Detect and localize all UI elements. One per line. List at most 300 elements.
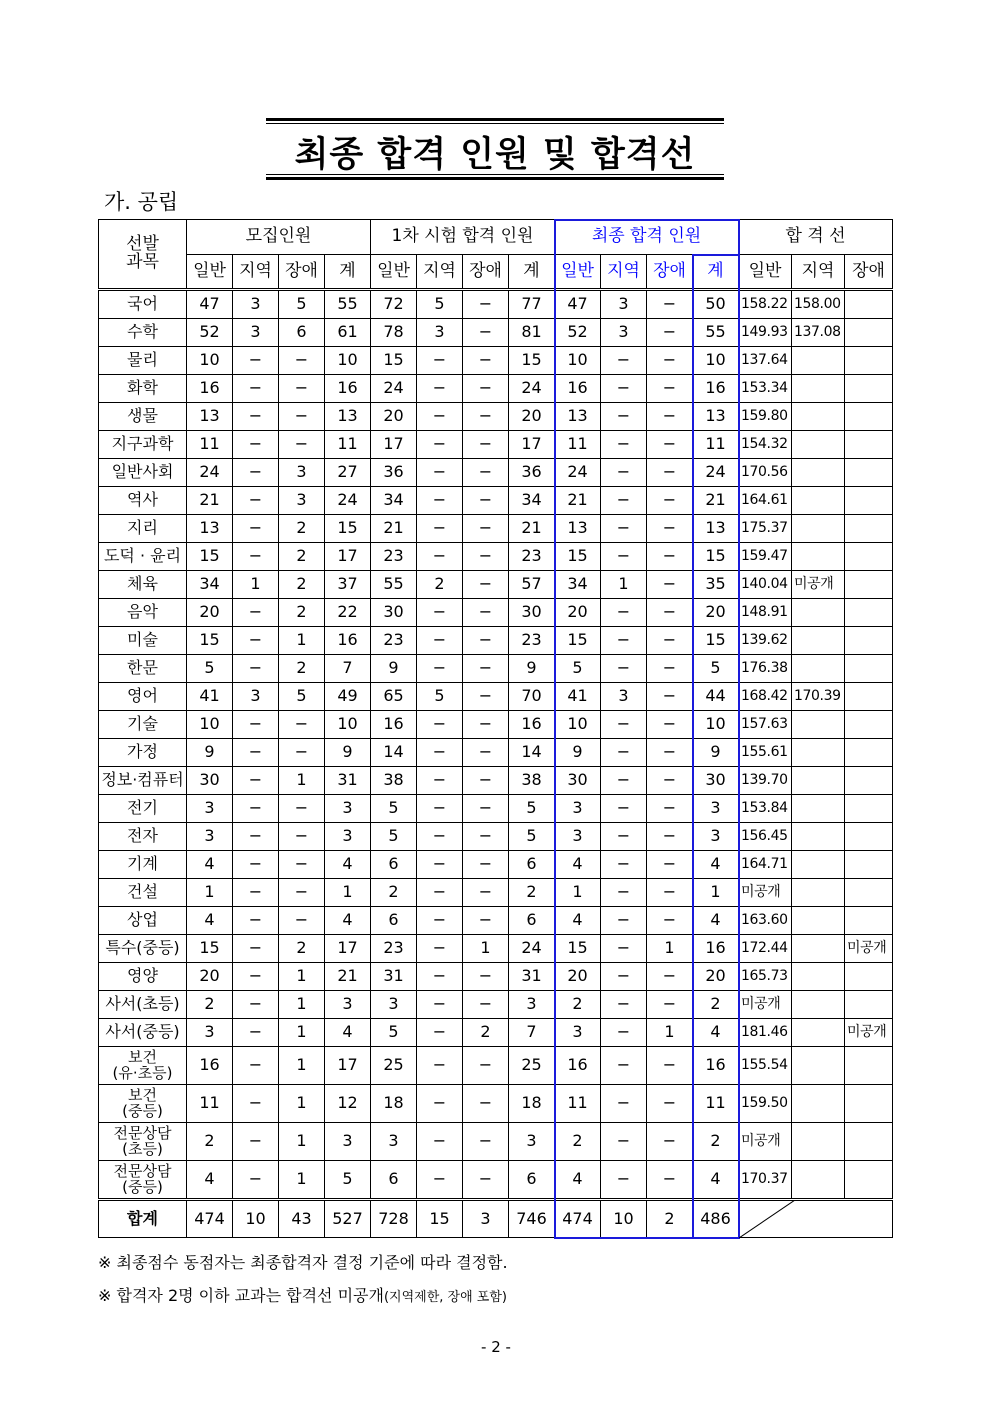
final-cell: − bbox=[601, 431, 647, 459]
subheader-recruit-3: 계 bbox=[325, 255, 371, 290]
final-cell: − bbox=[647, 1085, 693, 1123]
recruit-cell: 15 bbox=[187, 543, 233, 571]
first-cell: 21 bbox=[371, 515, 417, 543]
first-cell: 2 bbox=[509, 879, 555, 907]
cutoff-cell bbox=[845, 431, 893, 459]
cutoff-cell: 미공개 bbox=[845, 1019, 893, 1047]
recruit-cell: − bbox=[233, 403, 279, 431]
recruit-cell: 4 bbox=[187, 1161, 233, 1200]
cutoff-cell bbox=[792, 487, 845, 515]
cutoff-cell bbox=[845, 907, 893, 935]
first-cell: − bbox=[463, 879, 509, 907]
final-cell: 9 bbox=[693, 739, 739, 767]
first-cell: 3 bbox=[371, 991, 417, 1019]
subheader-cutoff-2: 장애 bbox=[845, 255, 893, 290]
cutoff-cell bbox=[792, 823, 845, 851]
subject-cell: 미술 bbox=[99, 627, 187, 655]
first-cell: − bbox=[463, 907, 509, 935]
header-cutoff: 합 격 선 bbox=[739, 220, 893, 255]
recruit-cell: − bbox=[233, 459, 279, 487]
first-cell: 23 bbox=[509, 543, 555, 571]
first-cell: − bbox=[417, 487, 463, 515]
final-cell: 10 bbox=[555, 711, 601, 739]
table-row bbox=[99, 319, 893, 347]
first-cell: 5 bbox=[417, 290, 463, 319]
cutoff-cell bbox=[845, 319, 893, 347]
first-cell: 18 bbox=[509, 1085, 555, 1123]
table-row bbox=[99, 795, 893, 823]
table-row bbox=[99, 935, 893, 963]
recruit-cell: 4 bbox=[187, 851, 233, 879]
final-cell: − bbox=[601, 459, 647, 487]
subheader-first-1: 지역 bbox=[417, 255, 463, 290]
first-cell: 23 bbox=[371, 543, 417, 571]
recruit-cell: 2 bbox=[279, 655, 325, 683]
first-cell: 6 bbox=[509, 907, 555, 935]
recruit-cell: 10 bbox=[187, 347, 233, 375]
final-cell: 4 bbox=[555, 907, 601, 935]
cutoff-cell bbox=[845, 1047, 893, 1085]
cutoff-cell: 137.08 bbox=[792, 319, 845, 347]
total-first-cell: 15 bbox=[417, 1200, 463, 1238]
first-cell: 18 bbox=[371, 1085, 417, 1123]
final-cell: 15 bbox=[555, 627, 601, 655]
recruit-cell: 17 bbox=[325, 543, 371, 571]
cutoff-cell bbox=[845, 795, 893, 823]
recruit-cell: − bbox=[279, 347, 325, 375]
final-cell: 13 bbox=[555, 403, 601, 431]
header-first-pass: 1차 시험 합격 인원 bbox=[371, 220, 555, 255]
recruit-cell: 4 bbox=[187, 907, 233, 935]
final-cell: − bbox=[601, 655, 647, 683]
recruit-cell: 1 bbox=[279, 1019, 325, 1047]
first-cell: − bbox=[417, 403, 463, 431]
recruit-cell: 15 bbox=[187, 627, 233, 655]
first-cell: 3 bbox=[509, 991, 555, 1019]
final-cell: − bbox=[601, 991, 647, 1019]
table-row bbox=[99, 599, 893, 627]
cutoff-cell bbox=[845, 347, 893, 375]
cutoff-cell: 139.62 bbox=[739, 627, 792, 655]
first-cell: 24 bbox=[509, 375, 555, 403]
final-cell: 3 bbox=[693, 795, 739, 823]
table-row bbox=[99, 543, 893, 571]
total-recruit-cell: 10 bbox=[233, 1200, 279, 1238]
first-cell: 7 bbox=[509, 1019, 555, 1047]
final-cell: 15 bbox=[555, 935, 601, 963]
recruit-cell: 55 bbox=[325, 290, 371, 319]
total-recruit-cell: 527 bbox=[325, 1200, 371, 1238]
first-cell: − bbox=[417, 795, 463, 823]
recruit-cell: 1 bbox=[279, 1085, 325, 1123]
subject-cell: 생물 bbox=[99, 403, 187, 431]
subject-cell: 보건 (유·초등) bbox=[99, 1047, 187, 1085]
note-2-small: (지역제한, 장애 포함) bbox=[383, 1290, 507, 1305]
final-cell: − bbox=[647, 963, 693, 991]
final-cell: 2 bbox=[555, 991, 601, 1019]
recruit-cell: − bbox=[233, 599, 279, 627]
final-cell: − bbox=[601, 963, 647, 991]
first-cell: 5 bbox=[371, 795, 417, 823]
final-cell: − bbox=[647, 1123, 693, 1161]
first-cell: − bbox=[463, 459, 509, 487]
first-cell: − bbox=[463, 431, 509, 459]
first-cell: 70 bbox=[509, 683, 555, 711]
final-cell: 10 bbox=[693, 347, 739, 375]
first-cell: 17 bbox=[509, 431, 555, 459]
final-cell: − bbox=[601, 767, 647, 795]
final-cell: − bbox=[647, 319, 693, 347]
final-cell: − bbox=[601, 907, 647, 935]
final-cell: − bbox=[601, 711, 647, 739]
first-cell: 23 bbox=[509, 627, 555, 655]
first-cell: 24 bbox=[509, 935, 555, 963]
first-cell: 3 bbox=[509, 1123, 555, 1161]
recruit-cell: 3 bbox=[187, 1019, 233, 1047]
final-cell: − bbox=[601, 851, 647, 879]
final-cell: 13 bbox=[555, 515, 601, 543]
recruit-cell: − bbox=[233, 347, 279, 375]
table-row bbox=[99, 627, 893, 655]
recruit-cell: 3 bbox=[233, 290, 279, 319]
table-row bbox=[99, 1085, 893, 1123]
first-cell: − bbox=[417, 823, 463, 851]
first-cell: − bbox=[463, 375, 509, 403]
first-cell: 31 bbox=[509, 963, 555, 991]
recruit-cell: 20 bbox=[187, 599, 233, 627]
cutoff-cell bbox=[792, 347, 845, 375]
final-cell: 35 bbox=[693, 571, 739, 599]
cutoff-cell: 153.84 bbox=[739, 795, 792, 823]
recruit-cell: 10 bbox=[325, 347, 371, 375]
first-cell: − bbox=[463, 319, 509, 347]
cutoff-cell bbox=[845, 571, 893, 599]
first-cell: − bbox=[417, 739, 463, 767]
first-cell: 5 bbox=[509, 795, 555, 823]
subject-cell: 사서(초등) bbox=[99, 991, 187, 1019]
first-cell: − bbox=[463, 963, 509, 991]
recruit-cell: − bbox=[279, 375, 325, 403]
cutoff-cell: 181.46 bbox=[739, 1019, 792, 1047]
subject-cell: 영양 bbox=[99, 963, 187, 991]
final-cell: 44 bbox=[693, 683, 739, 711]
cutoff-cell: 미공개 bbox=[739, 991, 792, 1019]
first-cell: − bbox=[463, 823, 509, 851]
final-cell: − bbox=[601, 935, 647, 963]
first-cell: 6 bbox=[371, 851, 417, 879]
total-cutoff-diagonal bbox=[739, 1200, 795, 1238]
recruit-cell: 15 bbox=[325, 515, 371, 543]
first-cell: 16 bbox=[509, 711, 555, 739]
final-cell: 3 bbox=[555, 823, 601, 851]
first-cell: − bbox=[417, 1085, 463, 1123]
final-cell: − bbox=[647, 599, 693, 627]
recruit-cell: 31 bbox=[325, 767, 371, 795]
final-cell: − bbox=[601, 879, 647, 907]
diagonal-line bbox=[739, 1200, 795, 1238]
header-final-pass: 최종 합격 인원 bbox=[555, 220, 739, 255]
recruit-cell: 2 bbox=[279, 935, 325, 963]
cutoff-cell bbox=[845, 683, 893, 711]
recruit-cell: − bbox=[233, 1019, 279, 1047]
recruit-cell: 61 bbox=[325, 319, 371, 347]
subject-cell: 상업 bbox=[99, 907, 187, 935]
cutoff-cell: 140.04 bbox=[739, 571, 792, 599]
first-cell: 17 bbox=[371, 431, 417, 459]
final-cell: 10 bbox=[693, 711, 739, 739]
recruit-cell: 1 bbox=[279, 1123, 325, 1161]
recruit-cell: 15 bbox=[187, 935, 233, 963]
subject-cell: 특수(중등) bbox=[99, 935, 187, 963]
final-cell: − bbox=[647, 655, 693, 683]
first-cell: − bbox=[463, 1047, 509, 1085]
table-row bbox=[99, 290, 893, 319]
recruit-cell: 4 bbox=[325, 851, 371, 879]
final-cell: − bbox=[647, 683, 693, 711]
table-row bbox=[99, 375, 893, 403]
table-row bbox=[99, 991, 893, 1019]
final-cell: − bbox=[601, 515, 647, 543]
first-cell: − bbox=[417, 431, 463, 459]
first-cell: − bbox=[463, 543, 509, 571]
final-cell: − bbox=[601, 487, 647, 515]
recruit-cell: 3 bbox=[233, 319, 279, 347]
first-cell: − bbox=[417, 375, 463, 403]
final-cell: 21 bbox=[693, 487, 739, 515]
final-cell: − bbox=[647, 1047, 693, 1085]
first-cell: 55 bbox=[371, 571, 417, 599]
recruit-cell: 16 bbox=[325, 375, 371, 403]
cutoff-cell: 170.37 bbox=[739, 1161, 792, 1200]
first-cell: 6 bbox=[371, 1161, 417, 1200]
header-recruit: 모집인원 bbox=[187, 220, 371, 255]
total-label: 합계 bbox=[99, 1200, 187, 1238]
final-cell: − bbox=[647, 375, 693, 403]
recruit-cell: 41 bbox=[187, 683, 233, 711]
first-cell: − bbox=[463, 571, 509, 599]
subject-cell: 한문 bbox=[99, 655, 187, 683]
final-cell: − bbox=[647, 459, 693, 487]
cutoff-cell: 미공개 bbox=[845, 935, 893, 963]
final-cell: − bbox=[647, 403, 693, 431]
final-cell: 20 bbox=[693, 599, 739, 627]
recruit-cell: − bbox=[233, 431, 279, 459]
cutoff-cell: 158.22 bbox=[739, 290, 792, 319]
recruit-cell: 2 bbox=[279, 599, 325, 627]
total-final-cell: 474 bbox=[555, 1200, 601, 1238]
first-cell: − bbox=[463, 851, 509, 879]
first-cell: − bbox=[463, 739, 509, 767]
final-cell: − bbox=[601, 347, 647, 375]
cutoff-cell bbox=[792, 543, 845, 571]
recruit-cell: − bbox=[233, 851, 279, 879]
subject-cell: 체육 bbox=[99, 571, 187, 599]
final-cell: − bbox=[647, 991, 693, 1019]
recruit-cell: 47 bbox=[187, 290, 233, 319]
final-cell: 11 bbox=[693, 431, 739, 459]
first-cell: − bbox=[417, 879, 463, 907]
table-row bbox=[99, 571, 893, 599]
recruit-cell: 3 bbox=[325, 1123, 371, 1161]
subheader-final-2: 장애 bbox=[647, 255, 693, 290]
recruit-cell: 30 bbox=[187, 767, 233, 795]
table-row bbox=[99, 1019, 893, 1047]
first-cell: 77 bbox=[509, 290, 555, 319]
first-cell: − bbox=[417, 991, 463, 1019]
subheader-cutoff-0: 일반 bbox=[739, 255, 792, 290]
recruit-cell: 37 bbox=[325, 571, 371, 599]
first-cell: 65 bbox=[371, 683, 417, 711]
recruit-cell: 9 bbox=[325, 739, 371, 767]
recruit-cell: 4 bbox=[325, 907, 371, 935]
cutoff-cell bbox=[792, 655, 845, 683]
recruit-cell: − bbox=[233, 907, 279, 935]
total-recruit-cell: 474 bbox=[187, 1200, 233, 1238]
first-cell: 20 bbox=[509, 403, 555, 431]
subheader-recruit-1: 지역 bbox=[233, 255, 279, 290]
final-cell: 4 bbox=[693, 907, 739, 935]
total-first-cell: 3 bbox=[463, 1200, 509, 1238]
cutoff-cell bbox=[792, 599, 845, 627]
final-cell: − bbox=[647, 795, 693, 823]
recruit-cell: 1 bbox=[279, 627, 325, 655]
first-cell: − bbox=[463, 683, 509, 711]
final-cell: − bbox=[647, 907, 693, 935]
final-cell: 4 bbox=[555, 851, 601, 879]
recruit-cell: 3 bbox=[325, 823, 371, 851]
first-cell: − bbox=[463, 290, 509, 319]
first-cell: − bbox=[417, 627, 463, 655]
first-cell: − bbox=[417, 1161, 463, 1200]
final-cell: − bbox=[601, 1085, 647, 1123]
first-cell: 16 bbox=[371, 711, 417, 739]
cutoff-cell bbox=[792, 879, 845, 907]
cutoff-cell: 159.80 bbox=[739, 403, 792, 431]
first-cell: 21 bbox=[509, 515, 555, 543]
subject-cell: 음악 bbox=[99, 599, 187, 627]
final-cell: 11 bbox=[555, 431, 601, 459]
subheader-first-0: 일반 bbox=[371, 255, 417, 290]
recruit-cell: 1 bbox=[279, 991, 325, 1019]
recruit-cell: 13 bbox=[187, 403, 233, 431]
final-cell: − bbox=[601, 1123, 647, 1161]
final-cell: 2 bbox=[555, 1123, 601, 1161]
final-cell: 15 bbox=[693, 627, 739, 655]
final-cell: 15 bbox=[555, 543, 601, 571]
first-cell: − bbox=[417, 655, 463, 683]
recruit-cell: 2 bbox=[187, 1123, 233, 1161]
total-first-cell: 746 bbox=[509, 1200, 555, 1238]
recruit-cell: − bbox=[233, 1161, 279, 1200]
first-cell: − bbox=[417, 767, 463, 795]
recruit-cell: − bbox=[233, 375, 279, 403]
first-cell: 25 bbox=[509, 1047, 555, 1085]
recruit-cell: − bbox=[233, 1047, 279, 1085]
cutoff-cell bbox=[845, 879, 893, 907]
final-cell: 13 bbox=[693, 403, 739, 431]
recruit-cell: 1 bbox=[279, 767, 325, 795]
first-cell: − bbox=[417, 935, 463, 963]
final-cell: 30 bbox=[555, 767, 601, 795]
final-cell: 24 bbox=[693, 459, 739, 487]
final-cell: − bbox=[647, 1161, 693, 1200]
subheader-final-0: 일반 bbox=[555, 255, 601, 290]
subject-cell: 전기 bbox=[99, 795, 187, 823]
first-cell: − bbox=[463, 1085, 509, 1123]
final-cell: − bbox=[647, 711, 693, 739]
first-cell: − bbox=[417, 347, 463, 375]
first-cell: 36 bbox=[509, 459, 555, 487]
first-cell: 9 bbox=[509, 655, 555, 683]
first-cell: − bbox=[417, 1123, 463, 1161]
recruit-cell: 20 bbox=[187, 963, 233, 991]
table-row bbox=[99, 431, 893, 459]
recruit-cell: 1 bbox=[187, 879, 233, 907]
final-cell: − bbox=[647, 571, 693, 599]
final-cell: − bbox=[601, 403, 647, 431]
first-cell: 38 bbox=[371, 767, 417, 795]
cutoff-cell: 155.61 bbox=[739, 739, 792, 767]
first-cell: 23 bbox=[371, 627, 417, 655]
final-cell: 41 bbox=[555, 683, 601, 711]
cutoff-cell bbox=[845, 515, 893, 543]
cutoff-cell bbox=[845, 459, 893, 487]
cutoff-cell bbox=[845, 851, 893, 879]
cutoff-cell bbox=[792, 795, 845, 823]
cutoff-cell bbox=[845, 963, 893, 991]
first-cell: − bbox=[463, 487, 509, 515]
first-cell: 5 bbox=[417, 683, 463, 711]
first-cell: − bbox=[417, 711, 463, 739]
recruit-cell: − bbox=[233, 627, 279, 655]
recruit-cell: − bbox=[233, 711, 279, 739]
final-cell: − bbox=[601, 627, 647, 655]
recruit-cell: − bbox=[233, 1085, 279, 1123]
cutoff-cell bbox=[792, 963, 845, 991]
recruit-cell: 2 bbox=[187, 991, 233, 1019]
recruit-cell: − bbox=[279, 711, 325, 739]
first-cell: − bbox=[463, 599, 509, 627]
first-cell: − bbox=[463, 711, 509, 739]
total-recruit-cell: 43 bbox=[279, 1200, 325, 1238]
subject-cell: 수학 bbox=[99, 319, 187, 347]
subject-cell: 가정 bbox=[99, 739, 187, 767]
cutoff-cell bbox=[792, 935, 845, 963]
cutoff-cell: 149.93 bbox=[739, 319, 792, 347]
cutoff-cell bbox=[845, 403, 893, 431]
first-cell: 30 bbox=[371, 599, 417, 627]
recruit-cell: − bbox=[233, 823, 279, 851]
final-cell: 16 bbox=[555, 1047, 601, 1085]
recruit-cell: − bbox=[233, 515, 279, 543]
cutoff-cell bbox=[792, 1123, 845, 1161]
cutoff-cell: 139.70 bbox=[739, 767, 792, 795]
recruit-cell: 16 bbox=[187, 1047, 233, 1085]
first-cell: 15 bbox=[509, 347, 555, 375]
cutoff-cell bbox=[792, 1161, 845, 1200]
first-cell: − bbox=[417, 907, 463, 935]
final-cell: 2 bbox=[693, 991, 739, 1019]
final-cell: 3 bbox=[555, 795, 601, 823]
final-cell: 11 bbox=[693, 1085, 739, 1123]
first-cell: − bbox=[417, 543, 463, 571]
final-cell: 4 bbox=[555, 1161, 601, 1200]
table-row bbox=[99, 515, 893, 543]
table-row bbox=[99, 879, 893, 907]
cutoff-cell bbox=[792, 767, 845, 795]
final-cell: − bbox=[601, 795, 647, 823]
recruit-cell: − bbox=[233, 739, 279, 767]
